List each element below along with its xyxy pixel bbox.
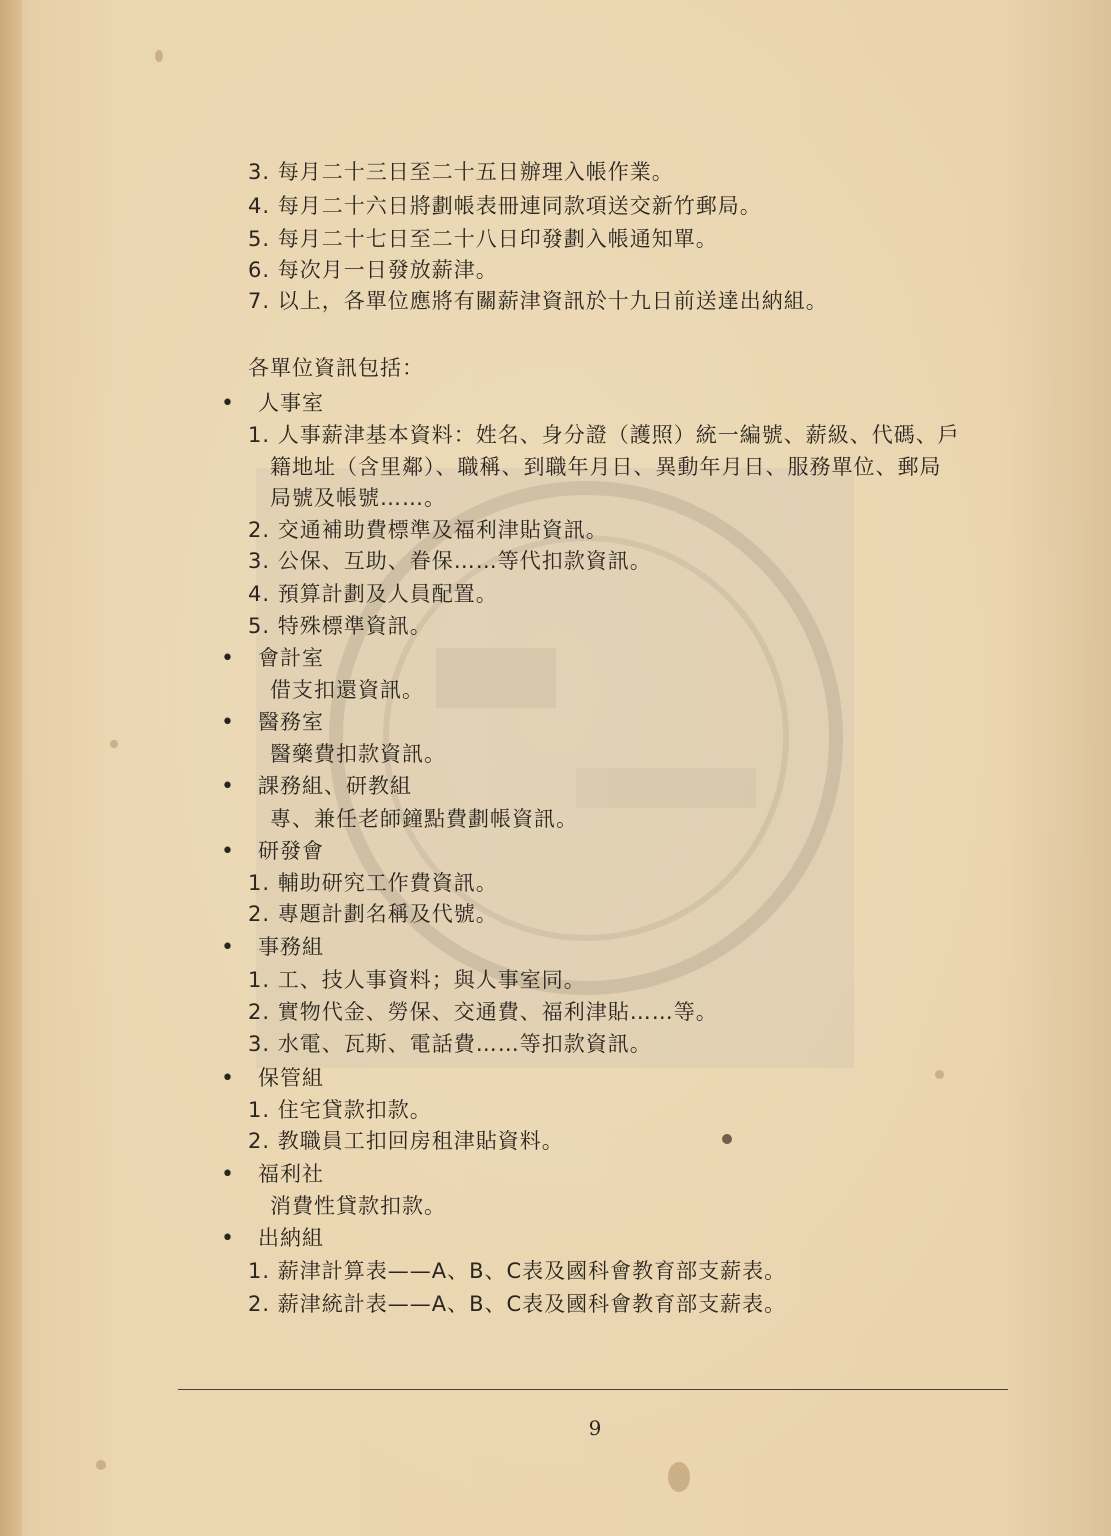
section-heading-personnel: 人事室 [258,391,324,415]
list-item: 醫藥費扣款資訊。 [270,742,446,766]
bullet-icon: • [221,1162,234,1187]
list-item: 1. 人事薪津基本資料：姓名、身分證（護照）統一編號、薪級、代碼、戶 [248,423,960,447]
list-item-continued: 局號及帳號……。 [270,486,446,510]
list-item: 專、兼任老師鐘點費劃帳資訊。 [270,807,578,831]
stain-spot [155,50,163,62]
stain-spot [668,1462,690,1492]
stain-spot [722,1134,732,1144]
intro-heading: 各單位資訊包括： [248,356,424,380]
bullet-icon: • [221,774,234,799]
stain-spot [110,740,118,748]
section-heading-accounting: 會計室 [258,646,324,670]
list-item: 2. 專題計劃名稱及代號。 [248,902,498,926]
section-heading-curriculum: 課務組、研教組 [258,774,412,798]
bullet-icon: • [221,1066,234,1091]
list-item: 1. 工、技人事資料；與人事室同。 [248,968,586,992]
list-item: 3. 公保、互助、眷保……等代扣款資訊。 [248,549,652,573]
process-step-5: 5. 每月二十七日至二十八日印發劃入帳通知單。 [248,227,718,251]
list-item-continued: 籍地址（含里鄰）、職稱、到職年月日、異動年月日、服務單位、郵局 [270,455,942,479]
section-heading-welfare: 福利社 [258,1162,324,1186]
list-item: 4. 預算計劃及人員配置。 [248,582,498,606]
list-item: 3. 水電、瓦斯、電話費……等扣款資訊。 [248,1032,652,1056]
list-item: 2. 交通補助費標準及福利津貼資訊。 [248,518,608,542]
process-step-4: 4. 每月二十六日將劃帳表冊連同款項送交新竹郵局。 [248,194,762,218]
bullet-icon: • [221,935,234,960]
page-spine-shadow [0,0,22,1536]
section-heading-cashier: 出納組 [258,1226,324,1250]
page-number: 9 [588,1416,602,1440]
section-heading-research: 研發會 [258,839,324,863]
list-item: 1. 薪津計算表——A、B、C表及國科會教育部支薪表。 [248,1259,787,1283]
process-step-6: 6. 每次月一日發放薪津。 [248,258,498,282]
stain-spot [96,1460,106,1470]
process-step-7: 7. 以上，各單位應將有關薪津資訊於十九日前送達出納組。 [248,289,828,313]
list-item: 2. 教職員工扣回房租津貼資料。 [248,1129,564,1153]
section-heading-property: 保管組 [258,1066,324,1090]
bullet-icon: • [221,839,234,864]
list-item: 2. 薪津統計表——A、B、C表及國科會教育部支薪表。 [248,1292,787,1316]
list-item: 1. 輔助研究工作費資訊。 [248,871,498,895]
list-item: 1. 住宅貸款扣款。 [248,1098,432,1122]
footer-rule [178,1389,1008,1390]
list-item: 5. 特殊標準資訊。 [248,614,432,638]
stain-spot [935,1070,944,1079]
section-heading-general-affairs: 事務組 [258,935,324,959]
bullet-icon: • [221,646,234,671]
bullet-icon: • [221,1226,234,1251]
bullet-icon: • [221,710,234,735]
list-item: 借支扣還資訊。 [270,678,424,702]
section-heading-medical: 醫務室 [258,710,324,734]
list-item: 消費性貸款扣款。 [270,1194,446,1218]
list-item: 2. 實物代金、勞保、交通費、福利津貼……等。 [248,1000,718,1024]
process-step-3: 3. 每月二十三日至二十五日辦理入帳作業。 [248,160,674,184]
bullet-icon: • [221,391,234,416]
